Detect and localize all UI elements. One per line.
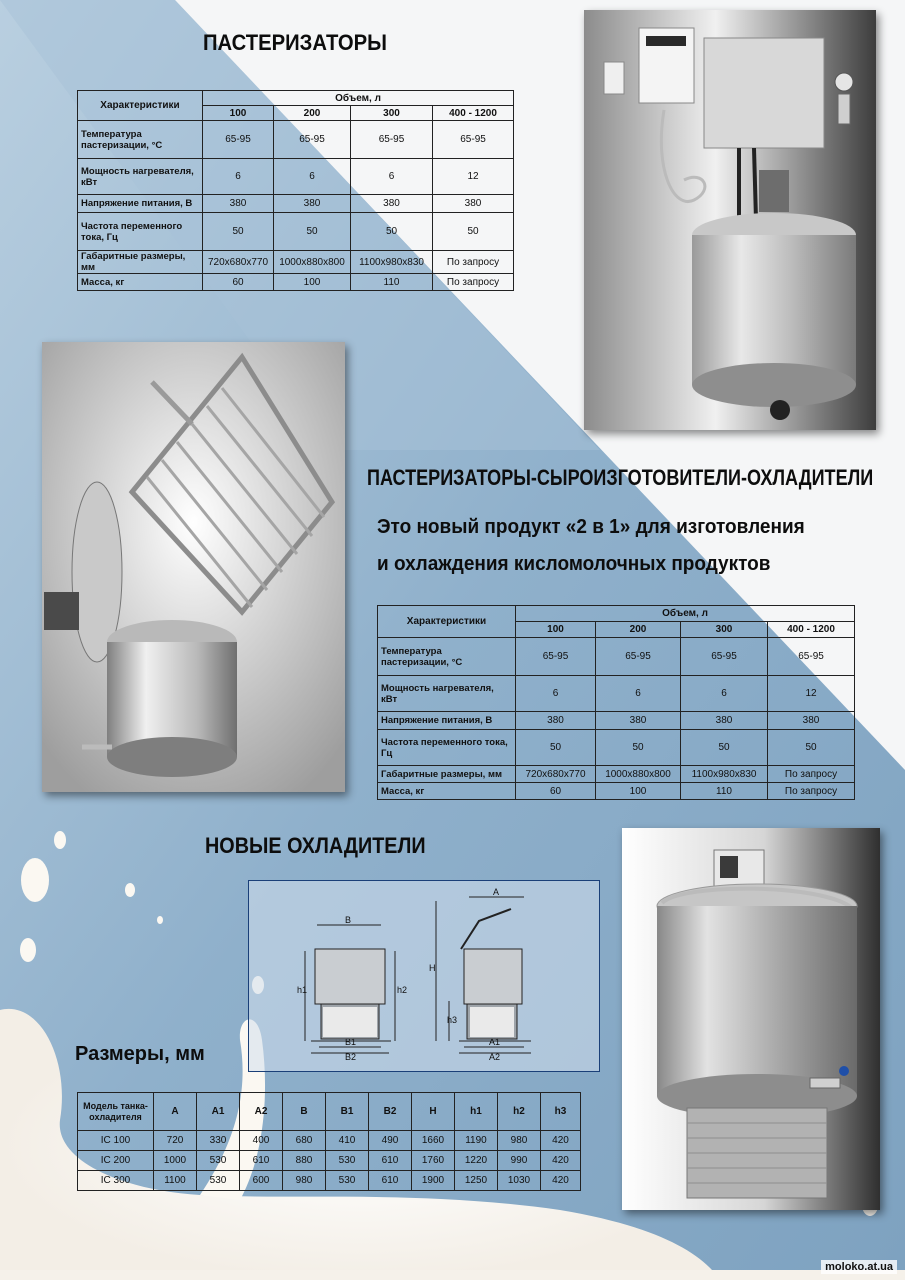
cheese-makers-title: ПАСТЕРИЗАТОРЫ-СЫРОИЗГОТОВИТЕЛИ-ОХЛАДИТЕЛИ — [367, 465, 874, 490]
cell: 380 — [274, 195, 351, 213]
table-row — [378, 730, 855, 766]
cooler-photo — [622, 828, 880, 1210]
cheese-maker-photo — [42, 342, 345, 792]
cell: 65-95 — [433, 121, 514, 159]
cheese-makers-subtitle-line-1: Это новый продукт «2 в 1» для изготовления — [377, 516, 805, 538]
row-label: Мощность нагревателя, кВт — [78, 159, 203, 195]
label-h2: h2 — [397, 985, 408, 995]
cell: 380 — [596, 712, 681, 730]
cell: 1000x880x800 — [596, 766, 681, 783]
label-h3: h3 — [447, 1015, 458, 1025]
volume-col: 100 — [516, 622, 596, 638]
cell: По запросу — [768, 766, 855, 783]
table-row — [378, 783, 855, 800]
cell: 880 — [283, 1151, 326, 1171]
cell: 6 — [351, 159, 433, 195]
cell: 610 — [369, 1171, 412, 1191]
cell: 610 — [240, 1151, 283, 1171]
column-header: A2 — [240, 1093, 283, 1131]
label-A: A — [493, 887, 500, 897]
table-header-characteristics: Характеристики — [378, 606, 516, 638]
cell: 420 — [541, 1151, 581, 1171]
cell: 50 — [596, 730, 681, 766]
cell: 380 — [351, 195, 433, 213]
table-row — [378, 676, 855, 712]
table-row — [78, 213, 514, 251]
column-header-model: Модель танка-охладителя — [78, 1093, 154, 1131]
cell: По запросу — [433, 274, 514, 291]
column-header: H — [412, 1093, 455, 1131]
row-label: Частота переменного тока, Гц — [78, 213, 203, 251]
table-header-volume: Объем, л — [516, 606, 855, 622]
cell: 1100x980x830 — [681, 766, 768, 783]
volume-col: 200 — [596, 622, 681, 638]
pasteurizers-title: ПАСТЕРИЗАТОРЫ — [203, 30, 387, 55]
cell: 720x680x770 — [516, 766, 596, 783]
column-header: B — [283, 1093, 326, 1131]
cell: 65-95 — [203, 121, 274, 159]
cell: 65-95 — [516, 638, 596, 676]
cell: 380 — [203, 195, 274, 213]
row-label: Масса, кг — [78, 274, 203, 291]
cell: 400 — [240, 1131, 283, 1151]
row-label: Габаритные размеры, мм — [378, 766, 516, 783]
cell: 380 — [768, 712, 855, 730]
column-header: h3 — [541, 1093, 581, 1131]
column-header: A1 — [197, 1093, 240, 1131]
row-label: Напряжение питания, В — [378, 712, 516, 730]
cell: 610 — [369, 1151, 412, 1171]
cell: 50 — [203, 213, 274, 251]
cell: 12 — [768, 676, 855, 712]
cell: 490 — [369, 1131, 412, 1151]
cell: По запросу — [768, 783, 855, 800]
cell: 380 — [681, 712, 768, 730]
cell: 6 — [203, 159, 274, 195]
coolers-title: НОВЫЕ ОХЛАДИТЕЛИ — [205, 833, 426, 858]
column-header: B2 — [369, 1093, 412, 1131]
row-label: Частота переменного тока, Гц — [378, 730, 516, 766]
website-url[interactable]: moloko.at.ua — [821, 1260, 897, 1274]
cell: 65-95 — [596, 638, 681, 676]
cell: 65-95 — [768, 638, 855, 676]
row-label: Температура пастеризации, °С — [78, 121, 203, 159]
table-row — [378, 766, 855, 783]
cell: 600 — [240, 1171, 283, 1191]
dimensions-title: Размеры, мм — [75, 1043, 205, 1065]
column-header: h1 — [455, 1093, 498, 1131]
cell: 65-95 — [681, 638, 768, 676]
table-row — [78, 1171, 581, 1191]
label-A2: A2 — [489, 1052, 501, 1062]
cell: 6 — [516, 676, 596, 712]
row-label: Мощность нагревателя, кВт — [378, 676, 516, 712]
cell: 65-95 — [351, 121, 433, 159]
cell: 1000 — [154, 1151, 197, 1171]
cell: 330 — [197, 1131, 240, 1151]
cell: 6 — [596, 676, 681, 712]
table-row — [78, 159, 514, 195]
cell: 720 — [154, 1131, 197, 1151]
row-label: Масса, кг — [378, 783, 516, 800]
cell: 530 — [326, 1151, 369, 1171]
table-header-characteristics: Характеристики — [78, 91, 203, 121]
cell: IC 300 — [78, 1171, 154, 1191]
pasteurizer-photo — [584, 10, 876, 430]
cell: 1030 — [498, 1171, 541, 1191]
cell: 60 — [516, 783, 596, 800]
cell: 12 — [433, 159, 514, 195]
cell: 50 — [433, 213, 514, 251]
cell: 1250 — [455, 1171, 498, 1191]
label-A1: A1 — [489, 1037, 501, 1047]
cell: 110 — [351, 274, 433, 291]
cell: 420 — [541, 1131, 581, 1151]
cell: 60 — [203, 274, 274, 291]
cell: 720x680x770 — [203, 251, 274, 274]
table-row — [378, 638, 855, 676]
volume-col: 300 — [681, 622, 768, 638]
cell: 1760 — [412, 1151, 455, 1171]
volume-col: 400 - 1200 — [768, 622, 855, 638]
cell: 1660 — [412, 1131, 455, 1151]
cell: 110 — [681, 783, 768, 800]
cell: 420 — [541, 1171, 581, 1191]
cell: 380 — [516, 712, 596, 730]
cheese-makers-subtitle-line-2: и охлаждения кисломолочных продуктов — [377, 553, 771, 575]
cooler-dimension-drawing — [248, 880, 600, 1072]
cell: 100 — [274, 274, 351, 291]
cell: IC 200 — [78, 1151, 154, 1171]
table-row — [78, 195, 514, 213]
label-h1: h1 — [297, 985, 308, 995]
volume-col: 400 - 1200 — [433, 106, 514, 121]
cell: 980 — [498, 1131, 541, 1151]
cell: 980 — [283, 1171, 326, 1191]
row-label: Габаритные размеры, мм — [78, 251, 203, 274]
label-B1: B1 — [345, 1037, 357, 1047]
column-header: h2 — [498, 1093, 541, 1131]
table-row — [78, 1131, 581, 1151]
table-row — [78, 121, 514, 159]
pasteurizers-spec-table — [77, 90, 514, 291]
cell: 530 — [197, 1171, 240, 1191]
cell: 530 — [197, 1151, 240, 1171]
cell: 65-95 — [274, 121, 351, 159]
label-B: B — [345, 915, 352, 925]
cell: По запросу — [433, 251, 514, 274]
cell: 6 — [274, 159, 351, 195]
column-header: B1 — [326, 1093, 369, 1131]
label-B2: B2 — [345, 1052, 357, 1062]
cell: 410 — [326, 1131, 369, 1151]
column-header: A — [154, 1093, 197, 1131]
cell: 100 — [596, 783, 681, 800]
row-label: Температура пастеризации, °С — [378, 638, 516, 676]
cell: 1100 — [154, 1171, 197, 1191]
cell: 1190 — [455, 1131, 498, 1151]
table-row — [78, 1151, 581, 1171]
cooler-dimensions-table — [77, 1092, 581, 1191]
cell: 50 — [516, 730, 596, 766]
cell: 6 — [681, 676, 768, 712]
volume-col: 100 — [203, 106, 274, 121]
cell: 50 — [768, 730, 855, 766]
cell: 1220 — [455, 1151, 498, 1171]
table-header-volume: Объем, л — [203, 91, 514, 106]
cell: 1000x880x800 — [274, 251, 351, 274]
table-row — [78, 251, 514, 274]
row-label: Напряжение питания, В — [78, 195, 203, 213]
cell: 1100x980x830 — [351, 251, 433, 274]
table-row — [78, 274, 514, 291]
cell: 380 — [433, 195, 514, 213]
cell: 50 — [351, 213, 433, 251]
volume-col: 300 — [351, 106, 433, 121]
cell: 990 — [498, 1151, 541, 1171]
cell: 680 — [283, 1131, 326, 1151]
cell: IC 100 — [78, 1131, 154, 1151]
cell: 1900 — [412, 1171, 455, 1191]
label-H: H — [429, 963, 436, 973]
cell: 50 — [274, 213, 351, 251]
cell: 50 — [681, 730, 768, 766]
cheese-makers-spec-table — [377, 605, 855, 800]
table-row — [378, 712, 855, 730]
cell: 530 — [326, 1171, 369, 1191]
volume-col: 200 — [274, 106, 351, 121]
